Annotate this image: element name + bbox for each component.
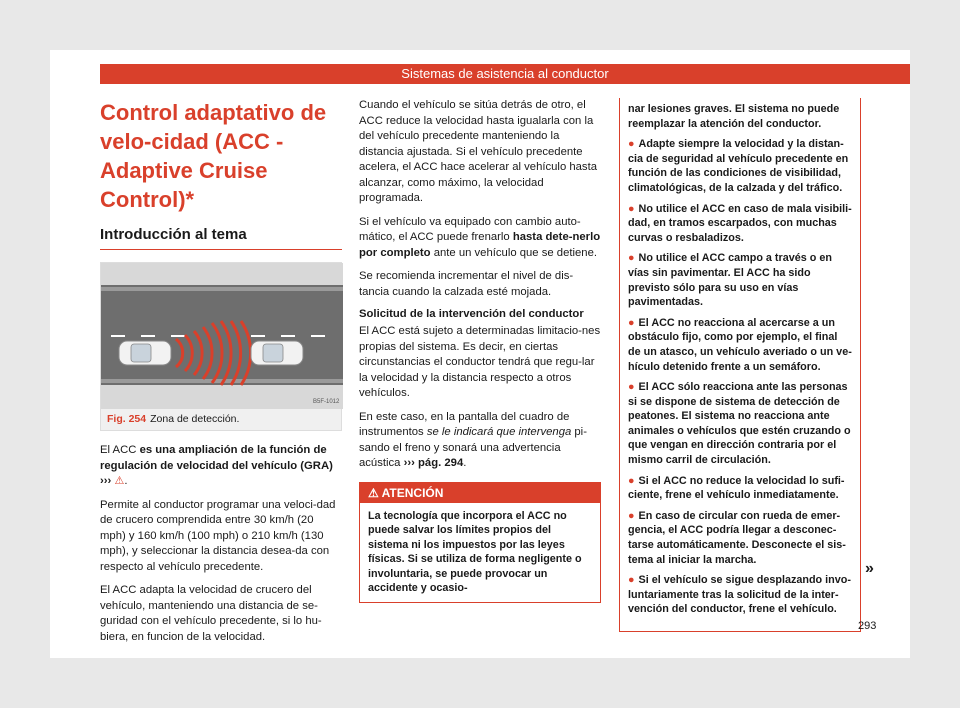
attention-item	[628, 251, 852, 309]
text-a: En este caso, en la pantalla del cuadro de instrumentos	[359, 410, 570, 438]
paragraph-limitations: El ACC está sujeto a determinadas limitacio-nes propias del sistema. Es decir, en ciertas circunstancias el conductor tendrá que regu-lar la velocidad y la distancia respecto a otros vehículos.	[359, 325, 601, 399]
manual-page	[50, 50, 910, 658]
heading-driver-intervention: Solicitud de la intervención del conductor	[359, 308, 584, 320]
figure-code: B5F-1012	[313, 399, 340, 405]
section-subtitle: Introducción al tema	[100, 226, 342, 250]
attention-item	[628, 573, 852, 617]
item-text: El ACC no reacciona al acercarse a un obstáculo fijo, como por ejemplo, el final de un atasco, un vehículo averiado o un ve-hículo detenido frente a un semáforo.	[628, 316, 852, 373]
bullet-icon: ●	[628, 509, 635, 522]
intro-bold: es una ampliación de la función de regulación de velocidad del vehículo (GRA)	[100, 444, 333, 472]
bullet-icon: ●	[628, 381, 635, 394]
figure-caption	[101, 409, 341, 430]
text-b: pi-sando el freno y sonará una advertencia acústica	[359, 426, 587, 469]
bullet-icon: ●	[628, 574, 635, 587]
bullet-icon: ●	[628, 202, 635, 215]
attention-item	[628, 316, 852, 374]
paragraph-automatic-gearbox	[359, 215, 601, 262]
item-text: Si el vehículo se sigue desplazando invo-luntariamente tras la solicitud de la inter-vención del conductor, frene el vehículo.	[628, 574, 851, 616]
continue-marker: »	[865, 560, 874, 577]
bullet-icon: ●	[628, 138, 635, 151]
figure-detection-zone	[100, 262, 342, 431]
intro-arrow: ›››	[100, 475, 115, 487]
paragraph-speed-range: Permite al conductor programar una veloci-dad de crucero comprendida entre 30 km/h (20 mph) y 160 km/h (100 mph) o 210 km/h (130 mph), y seleccionar la distancia desea-da con respecto al vehículo precedente.	[100, 498, 336, 573]
attention-item	[628, 474, 852, 503]
warning-triangle-icon: ⚠	[114, 475, 125, 487]
intro-paragraph: El ACC es una ampliación de la función de regulación de velocidad del vehículo (GRA) ››› ⚠.	[100, 443, 342, 490]
acc-detection-illustration	[101, 263, 343, 409]
item-text: No utilice el ACC en caso de mala visibili-dad, en tramos escarpados, con muchas curvas o resbaladizos.	[628, 202, 852, 244]
page-number: 293	[858, 620, 877, 632]
attention-text: La tecnología que incorpora el ACC no puede salvar los límites propios del sistema ni los impuestos por las leyes físicas. Si se utiliza de forma negligente o involuntaria, se puede provocar un accidente y ocasio-	[368, 509, 582, 595]
page-reference-link[interactable]: ››› pág. 294	[403, 457, 464, 469]
item-text: No utilice el ACC campo a través o en vías sin pavimentar. El ACC ha sido previsto sólo para su uso en vías pavimentadas.	[628, 252, 832, 309]
attention-header	[360, 483, 600, 503]
attention-item	[628, 380, 852, 468]
figure-caption-text: Zona de detección.	[150, 413, 240, 425]
attention-item	[628, 509, 852, 567]
attention-label: ATENCIÓN	[381, 485, 444, 500]
column-left	[100, 98, 342, 653]
page-title: Control adaptativo de velo-cidad (ACC - Adaptive Cruise Control)*	[100, 100, 327, 212]
attention-box-continued	[619, 98, 861, 632]
text-bold: hasta dete-nerlo por completo	[359, 231, 601, 259]
text-a: Si el vehículo va equipado con cambio auto-mático, el ACC puede frenarlo	[359, 215, 581, 243]
column-right	[619, 98, 861, 632]
bullet-icon: ●	[628, 316, 635, 329]
item-text: Si el ACC no reduce la velocidad lo sufi-ciente, frene el vehículo inmediatamente.	[628, 474, 845, 502]
intro-prefix: El ACC	[100, 444, 140, 456]
attention-item	[628, 202, 852, 246]
paragraph-wet-road: Se recomienda incrementar el nivel de dis-tancia cuando la calzada esté mojada.	[359, 270, 574, 298]
figure-number: Fig. 254	[107, 413, 147, 425]
item-text: El ACC sólo reacciona ante las personas si se dispone de sistema de detección de peatones. El sistema no reacciona ante animales o vehículos que estén cruzando o que vengan en dirección contraria por el mismo carril de circulación.	[628, 381, 851, 467]
warning-triangle-icon: ⚠	[368, 485, 379, 500]
paragraph-follow-vehicle: Cuando el vehículo se sitúa detrás de otro, el ACC reduce la velocidad hasta igualarla con la del vehículo precedente manteniendo la distancia ajustada. Si el vehículo precedente acelera, el ACC hace acelerar al vehículo hasta alcanzar, como máximo, la velocidad programada.	[359, 99, 597, 204]
item-text: En caso de circular con rueda de emer-gencia, el ACC podría llegar a desconec-tarse automáticamente. Desconecte el sis-tema al iniciar la marcha.	[628, 509, 846, 566]
text-end: .	[463, 457, 467, 469]
attention-box	[359, 482, 601, 604]
section-header: Sistemas de asistencia al conductor	[100, 64, 910, 84]
paragraph-acc-adapts: El ACC adapta la velocidad de crucero del vehículo, manteniendo una distancia de se-guridad con el vehículo precedente, si lo hu-biera, en funcion de la velocidad.	[100, 584, 322, 643]
text-b: ante un vehículo que se detiene.	[430, 246, 598, 259]
attention-intro: nar lesiones graves. El sistema no puede reemplazar la atención del conductor.	[628, 103, 840, 130]
attention-item	[628, 137, 852, 195]
bullet-icon: ●	[628, 474, 635, 487]
column-middle	[359, 98, 601, 603]
text-italic: se le indicará que intervenga	[426, 426, 572, 438]
bullet-icon: ●	[628, 252, 635, 265]
item-text: Adapte siempre la velocidad y la distan-cia de seguridad al vehículo precedente en función de las condiciones de visibilidad, climatológicas, de la calzada y del tráfico.	[628, 138, 849, 194]
paragraph-intervention-display	[359, 410, 601, 472]
